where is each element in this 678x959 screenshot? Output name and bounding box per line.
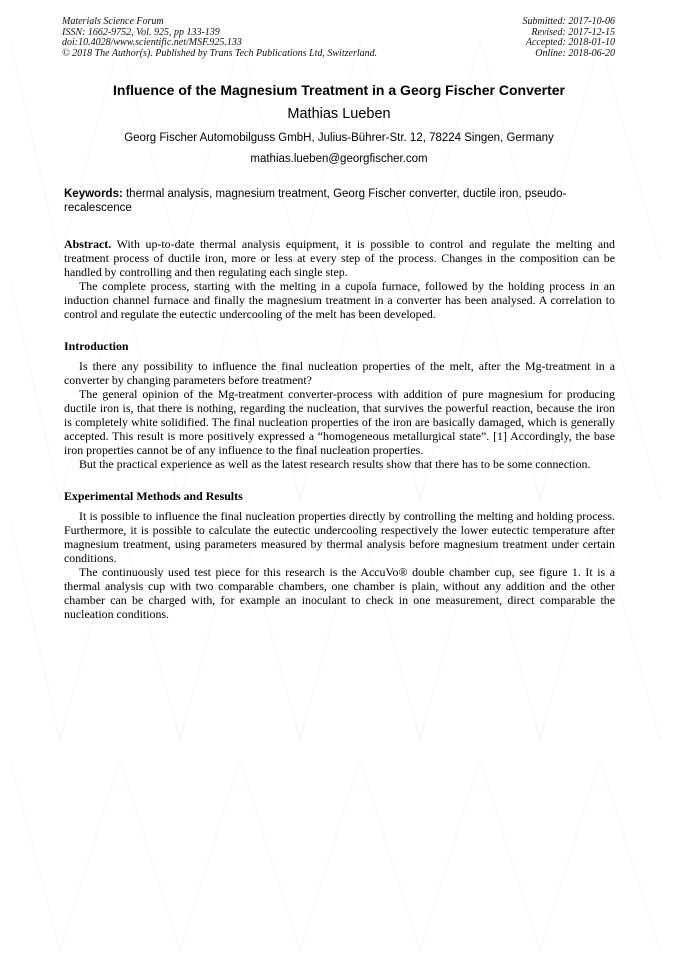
abstract-label: Abstract.	[64, 237, 112, 251]
abstract-text: With up-to-date thermal analysis equipment, it is possible to control and regulate the melting and treatment process of ductile iron, more or less at every step of the process. Changes in the composition can be handled by controlling and then regulating each single step.	[64, 237, 615, 279]
keywords-text: thermal analysis, magnesium treatment, Georg Fischer converter, ductile iron, pseudo-recalescence	[64, 188, 567, 214]
copyright: © 2018 The Author(s). Published by Trans Tech Publications Ltd, Switzerland.	[62, 47, 378, 59]
abstract-paragraph-2: The complete process, starting with the melting in a cupola furnace, followed by the holding process in an induction channel furnace and finally the magnesium treatment in a converter has been analysed. A correlation to control and regulate the eutectic undercooling of the melt has been developed.	[64, 279, 615, 321]
journal-name: Materials Science Forum	[62, 16, 164, 27]
methods-paragraph-2: The continuously used test piece for this research is the AccuVo® double chamber cup, see figure 1. It is a thermal analysis cup with two comparable chambers, one chamber is plain, without any addition and the other chamber can be charged with, for example an inoculant to check in one measurement, direct comparable the nucleation conditions.	[64, 565, 615, 621]
abstract-paragraph	[64, 237, 615, 279]
methods-heading: Experimental Methods and Results	[64, 489, 243, 503]
accepted-date: Accepted: 2018-01-10	[525, 37, 615, 48]
revised-date: Revised: 2017-12-15	[531, 26, 615, 38]
doi: doi:10.4028/www.scientific.net/MSF.925.133	[62, 37, 242, 48]
introduction-heading: Introduction	[64, 339, 129, 353]
paper-title: Influence of the Magnesium Treatment in a Georg Fischer Converter	[113, 82, 565, 98]
intro-paragraph-1: Is there any possibility to influence the final nucleation properties of the melt, after the Mg-treatment in a converter by changing parameters before treatment?	[64, 359, 615, 387]
online-date: Online: 2018-06-20	[535, 47, 615, 59]
submitted-date: Submitted: 2017-10-06	[522, 16, 615, 27]
paper-body	[64, 237, 615, 621]
issn: ISSN: 1662-9752, Vol. 925, pp 133-139	[62, 26, 220, 38]
author-name: Mathias Lueben	[287, 106, 391, 122]
methods-paragraph-1: It is possible to influence the final nucleation properties directly by controlling the melting and holding process. Furthermore, it is possible to calculate the eutectic undercooling respectively the lower eutectic temperature after magnesium treatment, using parameters measured by thermal analysis before magnesium treatment under certain conditions.	[64, 509, 615, 565]
keywords	[64, 187, 614, 215]
intro-paragraph-3: But the practical experience as well as the latest research results show that there has to be some connection.	[79, 457, 591, 471]
keywords-label: Keywords:	[64, 188, 123, 200]
intro-paragraph-2: The general opinion of the Mg-treatment converter-process with addition of pure magnesium for producing ductile iron is, that there is nothing, regarding the nucleation, that survives the powerful reaction, because the iron is completely white solidified. The final nucleation properties of the iron are basically damaged, which is generally accepted. This result is more positively expressed a “homogeneous metallurgical state”. [1] Accordingly, the base iron properties cannot be of any influence to the final nucleation properties.	[64, 387, 615, 457]
author-email[interactable]: mathias.lueben@georgfischer.com	[250, 153, 428, 165]
affiliation: Georg Fischer Automobilguss GmbH, Julius-Bührer-Str. 12, 78224 Singen, Germany	[124, 132, 554, 144]
